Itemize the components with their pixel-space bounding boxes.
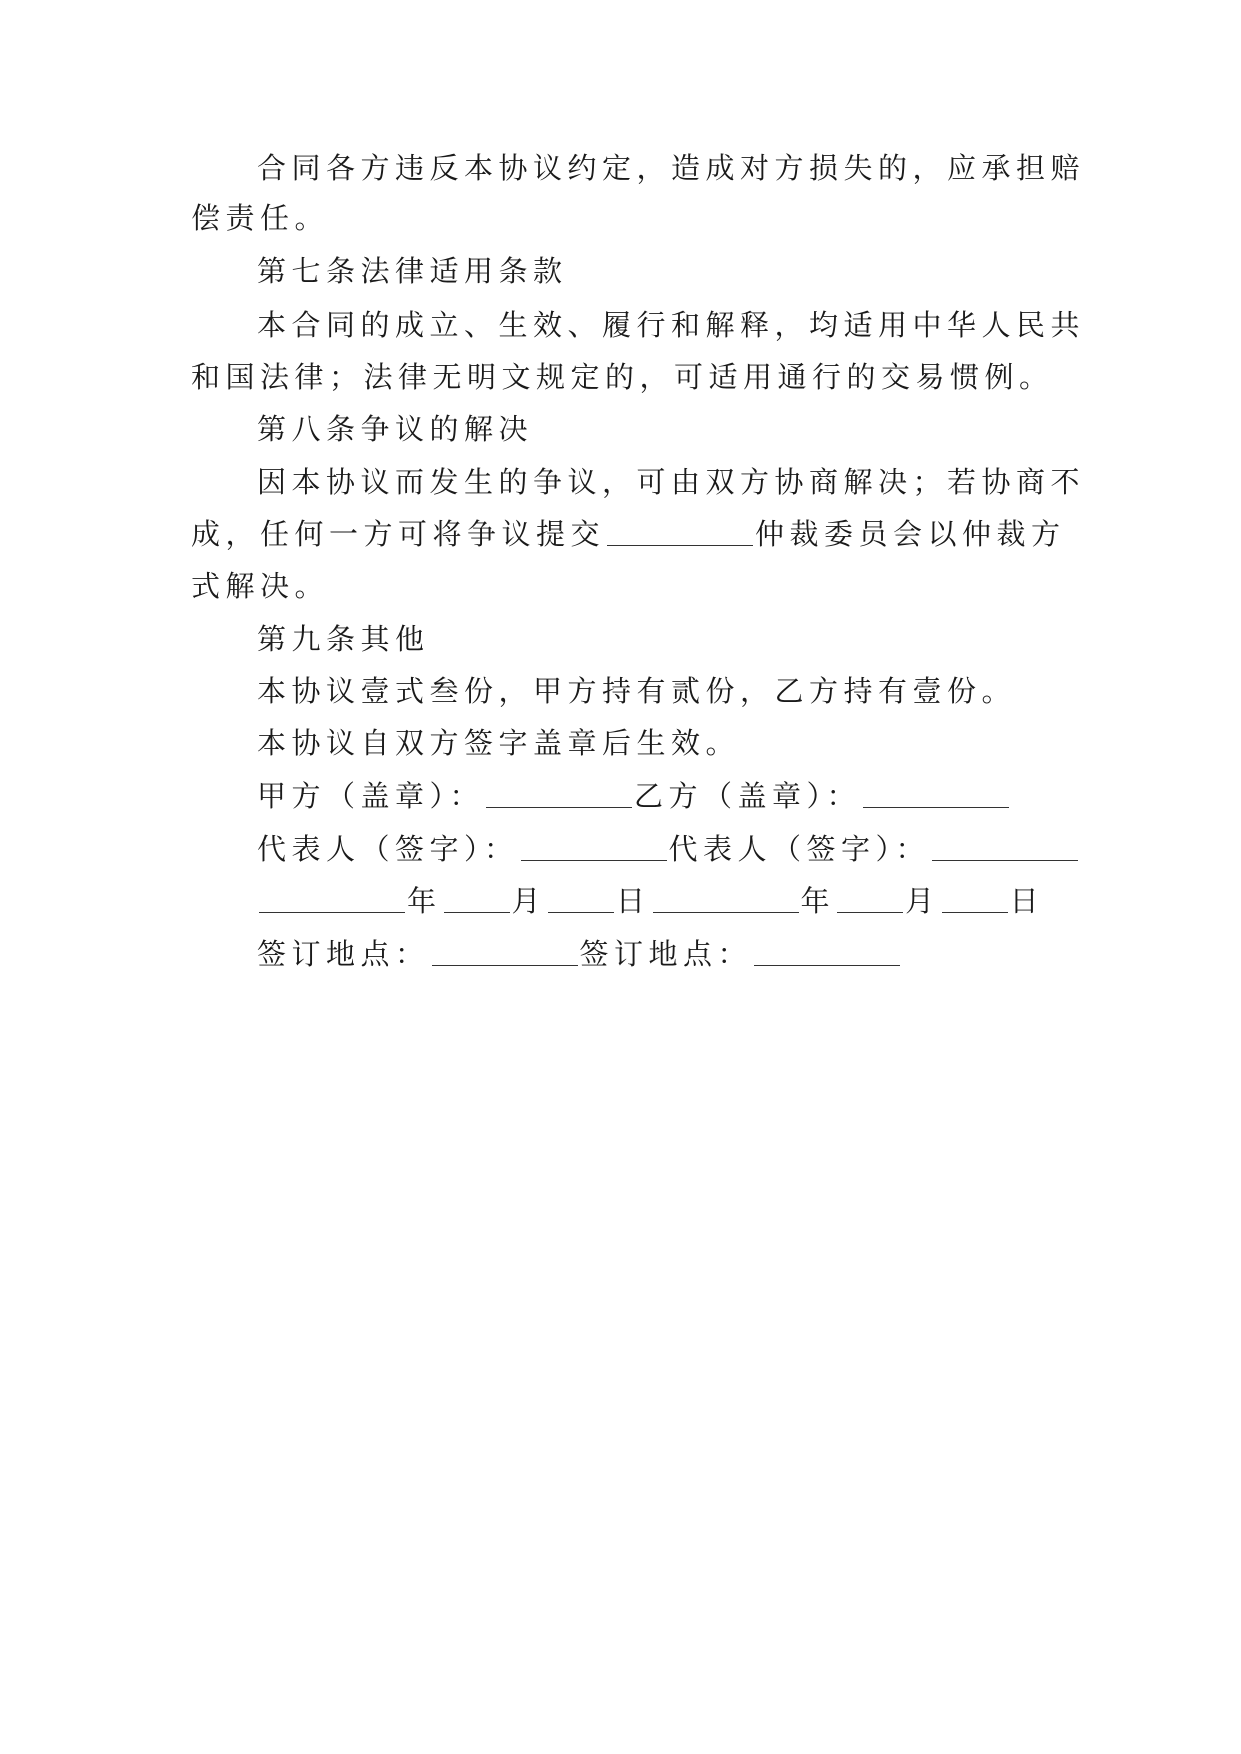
article-8-line-2 <box>191 514 1066 554</box>
signature-seal-row <box>257 776 1011 816</box>
arbitration-commission-blank[interactable] <box>607 519 753 546</box>
article-9-heading: 第九条其他 <box>257 622 430 656</box>
article-7-heading: 第七条法律适用条款 <box>257 254 568 288</box>
article-8-line-2-text-b: 仲裁委员会以仲裁方 <box>755 517 1066 551</box>
party-b-representative-blank[interactable] <box>932 834 1078 861</box>
party-b-month-blank[interactable] <box>837 886 903 913</box>
party-a-day-label: 日 <box>616 884 651 918</box>
article-9-line-1: 本协议壹式叁份，甲方持有贰份，乙方持有壹份。 <box>257 674 1017 708</box>
article-9-line-2: 本协议自双方签字盖章后生效。 <box>257 726 741 760</box>
party-b-seal-blank[interactable] <box>863 781 1009 808</box>
party-a-month-label: 月 <box>511 884 547 918</box>
paragraph-liability-line-1: 合同各方违反本协议约定，造成对方损失的，应承担赔 <box>257 151 1086 185</box>
article-8-line-3: 式解决。 <box>191 569 330 603</box>
party-b-day-label: 日 <box>1009 884 1045 918</box>
article-7-line-1: 本合同的成立、生效、履行和解释，均适用中华人民共 <box>257 308 1086 342</box>
party-a-place-label: 签订地点： <box>257 937 430 971</box>
article-7-line-2: 和国法律；法律无明文规定的，可适用通行的交易惯例。 <box>191 360 1054 394</box>
party-b-year-label: 年 <box>800 884 836 918</box>
party-b-place-blank[interactable] <box>754 939 900 966</box>
party-a-year-label: 年 <box>407 884 442 918</box>
party-b-place-label: 签订地点： <box>579 937 753 971</box>
party-a-day-blank[interactable] <box>548 886 614 913</box>
party-a-year-blank[interactable] <box>259 886 405 913</box>
article-8-line-1: 因本协议而发生的争议，可由双方协商解决；若协商不 <box>257 465 1086 499</box>
party-a-month-blank[interactable] <box>444 886 510 913</box>
party-b-month-label: 月 <box>905 884 940 918</box>
party-a-seal-blank[interactable] <box>486 781 632 808</box>
signature-date-row <box>257 881 1044 921</box>
signature-representative-row <box>257 829 1080 869</box>
party-b-day-blank[interactable] <box>942 886 1008 913</box>
paragraph-liability-line-2: 偿责任。 <box>191 201 330 235</box>
article-8-heading: 第八条争议的解决 <box>257 412 534 446</box>
party-b-seal-label: 乙方（盖章）： <box>634 779 862 813</box>
signature-place-row <box>257 934 902 974</box>
article-8-line-2-text-a: 成，任何一方可将争议提交 <box>191 517 606 551</box>
party-b-year-blank[interactable] <box>653 886 799 913</box>
party-a-representative-label: 代表人（签字）： <box>257 832 519 866</box>
party-a-representative-blank[interactable] <box>521 834 667 861</box>
party-a-seal-label: 甲方（盖章）： <box>257 779 485 813</box>
party-b-representative-label: 代表人（签字）： <box>668 832 931 866</box>
party-a-place-blank[interactable] <box>432 939 578 966</box>
